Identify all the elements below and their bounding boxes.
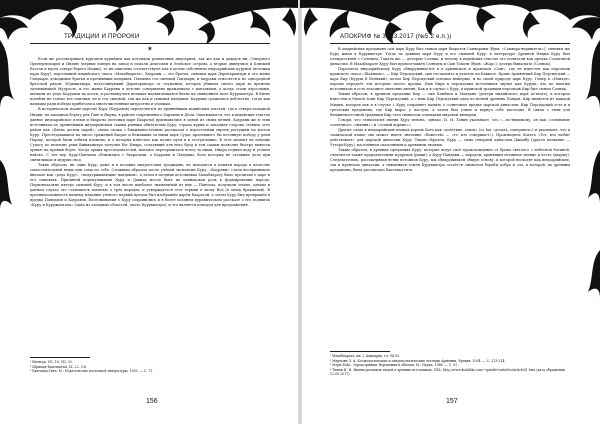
right-paragraph: Говоря, что этимология имени Куру неясна, однако, И. И. Танин указывает, что «...по-видимому, он как «основание солнечного «знания»» и «осевой корень»». — [330, 117, 570, 127]
right-running-head: АПОКРИФ № 3 (63.2017 (№5.2 е.п.)) — [340, 33, 452, 40]
footnote: ³ Мэри Бойс. Зороастрийцы. Верования и обычаи. М.: Наука, 1988. — С. 87. — [330, 363, 459, 368]
left-running-head: ТРАДИЦИИ И ПРОРОКИ — [64, 33, 140, 40]
left-body-text — [30, 57, 270, 208]
footnote: ¹ Махабхарата, кн. I. Адипарва, гл. 94-95. — [330, 354, 401, 358]
left-header-rule — [30, 43, 270, 44]
right-footnotes — [330, 354, 570, 377]
right-paragraph: Таким образом, в древних преданиях Куру, которые ведут своё происхождение от брака светлого с небесной богиней, считаются также прародителями мудрецов (риши), а Куру-Пандавы — народом, хранящим истинное знание и честь (дхарму). Следовательно, рассматривая ветви потомков Куру, мы обнаруживаем общую основу, к которой восходят как индоарийские, так и иранские династии, а священная земля Курукшетра остаётся символом борьбы добра и зла, в которой, по древним преданиям, была рассказана Бхагавад-гита. — [330, 147, 570, 173]
right-body-text — [330, 47, 570, 173]
right-side-ornament — [578, 40, 600, 340]
right-header-rule — [330, 43, 570, 44]
left-paragraph: Если же рассматривать курганов курийцев как потомков реликтовых индоариев, так же как и давадов им, Северного Причерноморья и Индию (первые поверх на запад и попали Анатолии и Эгейское острова, а вторые двинулись к Близкий Восток и вдоль северо-берега Индии), то их описание соответствуют как в целом собственно индоарийских курунов (потомки царя Куру), персонажей индийского эпоса «Махабхарата». Кауравы — это братья, сыновья царя Дхритараштры и его жены Гандхари, доводимые братья и противники пандавов. Племена ста сыновей Гандхари, и кауравы относятся к не однородной братской рядом. Юдхиштхира, подтолкнувший Дхритараштра от служения, которая убивала своего царя во времена затмевающей Мудрость, и его жены Кауравы в детстве совершенно враждовали с пандавами, а когда стали взрослыми, вызвали из рода Кауравов на кости, и распахнулась великая надвигающаяся битва на священном поле Курукшетра. В битве погибли не только все сыновья, но и ста сыновей, так же как и сыновья пандавов. Кауравы сражались доблестно, тогда как пандавы ради победы прибегали к многочисленным хитростям и уловкам. — [30, 57, 270, 107]
left-paragraph: В историческом плане царство Куру (Кауравов) определяется по древнейшим ведийским текстам, где в северо-западной Индии, на западном берегу рек Ганг и Ямуна, в районе современного Харьяны и Дели. Описываются, что в ведийских текстах данное индоарийское племя и бхараты (потомки царя Бхараты) признавались в одной из своих ветвей. Кауравы же в этих источниках по древнейшим индоарийским самым ранним обитателям Куру, страна курии и западная сторона ставила этот район как «Битва десяти царей», очень схожа с ближневосточным рассказом о переселении евреев растущим на восток Куру. Преследовавшем их число сражений бхарат и бежавших за ними царя Судас пропевшего бы песенную победу у реки Паршу, которой были отбиты племена, и о которых известно как позже пути и к отступлению. В этот момент на помощь Судасу по велению реки Вишвамитра получил бог Индра, создавший для него брод и тем самым позволил быстро вывести армию на правый берег. Когда армия преследователей, пытаясь переправиться вслед за ними, Индра поднял воду и утопил войско. С тех пор Куру-Панчалы сблизились с бхаратами, а Кауравы и Пандавы, боги которых не оставили дела при святилищах и мудрых свод. — [30, 107, 270, 162]
right-paragraph: В амарийских преданиях сам царь Куру был сыном царя бхаратов Самвараны (букв. «Самвара-вершитель»), сыновья же Куру жили в Курукшетре. Тогда по данным царя Куру и его сыновей Куру, в литературе Древней Индии Куру был отождествлён с Солнцем, Тапати же — дочерью Солнца, и потому в ведийских текстах его почитали как предка Солнечной династии. В Махабхарате Куру был провозглашён Солнцем и Сын Тапати (букв. «Жар»), дочерь Вивасвата (Солнца). — [330, 47, 570, 67]
left-paragraph: Такие образом, ни один Куру, даже и в поздних индуистских традициях, не находится в памяти народа в качестве самостоятельной вещи или сама по себе. Сложным образом после учёной экспансии Куру, «Кауравы» стали воспринимать вначале как «рода Куру», «поддерживающие пандавов», а затем в поздних источниках Махабхарату было прочитан о царе и его сыновьях. Причиной перепутывания Куру и Давида могла быть их одинаковая роль в формировании народа. Первоначально пятеро сыновей Куру, и в том числе наиболее знаменитый из них — Панчала, получили землю, однако в данном случае это становится памятью о трёх народах, и утверждается этот термин в эпоху Вед (в эпоху брахманов). В противоположность нашему изданию учёного первый предок был изображён царём Бхаратой, а затем Куру был превращён в предка Пандавов и Кауравов. Воспоминания о Куру сохранились и в более позднем пураническом рассказе о его подвигах «Куру и Куружангала» (одна из западных областей, около Курукшетра), и это является поводом для продолжения. — [30, 162, 270, 208]
left-side-ornament — [0, 40, 22, 340]
right-paragraph: Другие слова в индоарийских языках корень Kuru как «действие, закон» (от kar «делать, совершать») и указывает, что в тамильской языке она может иметь значение «божество — «те, кто совершает»). Производное Kurava «Тот, кто любит действовать» для царской династии Куру. Таким образом, Куру — сына северной династии Джамбу (другое название — Уттара-Куру), населённая сказочными и древними людьми. — [330, 127, 570, 147]
footnote: ⁴ Танин И. И. Имена реальных людей в древних источниках: URL: http://www.kulichki.com/~gumilev/articles/Article51.htm (дата обращения 12.05.2017). — [330, 367, 565, 377]
left-star-divider: ✶ — [147, 45, 153, 53]
right-page — [300, 0, 600, 424]
footnote: ³ Бхагавад-Гита. М.: Издательство восточной литературы, 1993. — С. 71. — [30, 369, 154, 374]
footnote: ² Мирзоян Э. А. Космологические и антропологические легенды Армении. Ереван, 2004. — С. 213-214. — [330, 358, 506, 363]
left-page-number: 156 — [146, 398, 158, 405]
left-tribal-ornament — [0, 0, 300, 44]
footnote: ² Шримад-Бхагаватам, IX, 22. 3-4. — [30, 364, 87, 369]
right-paragraph: Параллель индоарийскому Куру обнаруживается и в армянском и иранском «Сын», где он известен как персонаж иранского эпоса «Шахнаме», — Кир Персидский, сын тестамента и учитель на Кавказе. Ирано-Армянский Кир Персидский — царь Кир (Куруш II Великий), потом Кир Персидский основал империю, и по своей природе царь Куру. Гомер в «Илиаде» хорошо передаёт эти историю своего предка. Имя Кира в персидских источниках звучит как Куруш, что по многим источникам и есть исходное значение имени. Как и в случае с Куру, в иранской традиции персонаж Кир был сыном Солнца. — [330, 67, 571, 92]
left-footnotes — [30, 360, 270, 374]
footnote: ¹ Ригведа, VII, 18; VII, 33. — [30, 360, 73, 364]
right-paragraph: Таким образом, в древнем предании Кир — сын Камбиза и Мандана (дочери мидийского царя Астиага), в котором известны в Малой Азии Кир Персидский, а с ним Кир Персидский одна из ветвей древних Пандав. Кир является из каждой Мидии, которая как и в случае с Куру сохраняет память о солнечном предке царской династии. Кир Персидский есть и в греческих преданиях, где Кир вырос у пастуха, а затем был узнан и вернул себе наследие. В связи с этим для ближневосточной традиции Кир стал символом основания мировой империи. — [330, 92, 570, 117]
right-page-number: 157 — [446, 398, 458, 405]
